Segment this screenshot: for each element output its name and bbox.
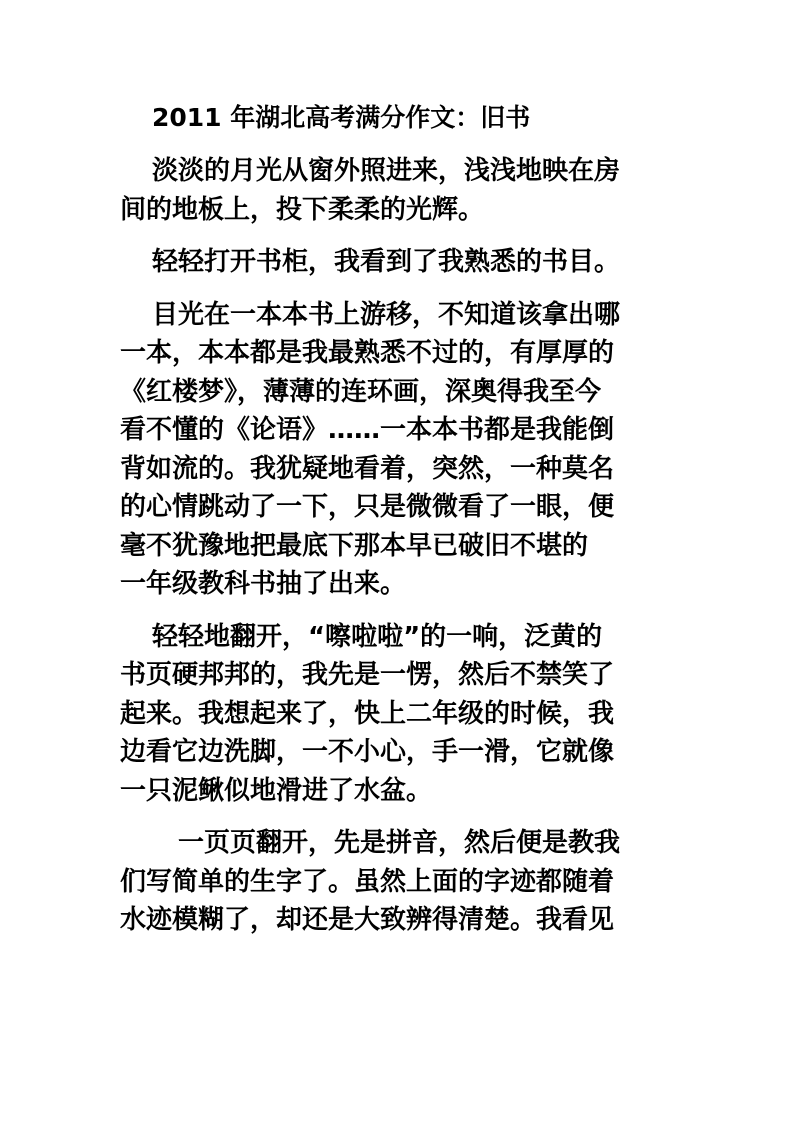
text-line: 边看它边洗脚，一不小心，手一滑，它就像 — [120, 737, 615, 767]
text-line: 们写简单的生字了。虽然上面的字迹都随着 — [120, 866, 615, 897]
text-line: 轻轻地翻开，“嚓啦啦”的一响，泛黄的 — [152, 621, 603, 652]
text-line: 水迹模糊了，却还是大致辨得清楚。我看见 — [120, 905, 615, 935]
text-line: 背如流的。我犹疑地看着，突然，一种莫名 — [120, 453, 615, 484]
text-line: 淡淡的月光从窗外照进来，浅浅地映在房 — [152, 156, 621, 186]
text-line: 的心情跳动了一下，只是微微看了一眼，便 — [120, 492, 615, 522]
paragraph-5 — [120, 824, 676, 940]
text-line: 目光在一本本书上游移，不知道该拿出哪 — [152, 299, 621, 330]
paragraph-4 — [120, 618, 676, 811]
text-line: 看不懂的《论语》……一本本书都是我能倒 — [120, 415, 615, 445]
text-line: 一页页翻开，先是拼音，然后便是教我 — [178, 828, 621, 858]
document-page — [120, 98, 676, 954]
paragraph-2 — [120, 243, 676, 282]
paragraph-3 — [120, 296, 676, 604]
text-line: 书页硬邦邦的，我先是一愣，然后不禁笑了 — [120, 660, 615, 690]
text-line: 起来。我想起来了，快上二年级的时候，我 — [120, 698, 615, 729]
text-line: 轻轻打开书柜，我看到了我熟悉的书目。 — [152, 247, 621, 277]
text-line: 《红楼梦》，薄薄的连环画，深奥得我至今 — [120, 376, 602, 407]
text-line: 一年级教科书抽了出来。 — [120, 569, 407, 599]
text-line: 一只泥鳅似地滑进了水盆。 — [120, 775, 433, 806]
document-title: 2011 年湖北高考满分作文：旧书 — [152, 103, 531, 132]
text-line: 间的地板上，投下柔柔的光辉。 — [120, 194, 485, 225]
text-line: 一本，本本都是我最熟悉不过的，有厚厚的 — [120, 338, 615, 368]
text-line: 毫不犹豫地把最底下那本早已破旧不堪的 — [120, 530, 589, 561]
paragraph-1 — [120, 152, 676, 229]
